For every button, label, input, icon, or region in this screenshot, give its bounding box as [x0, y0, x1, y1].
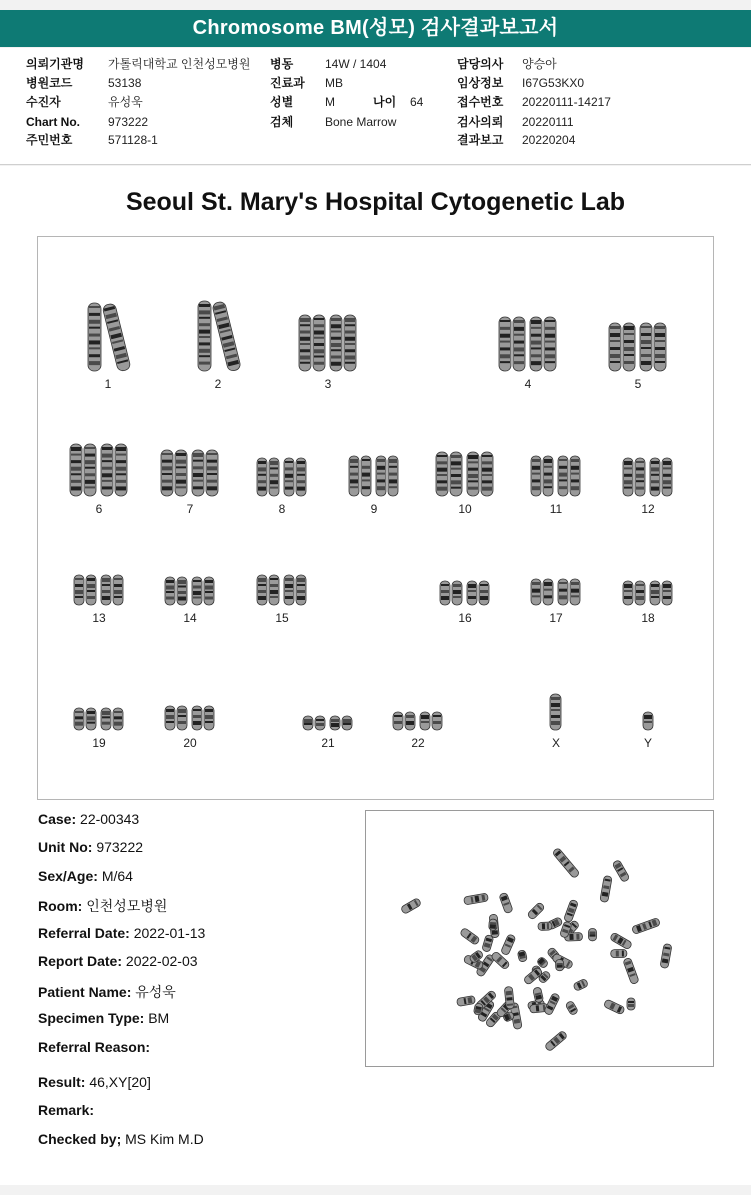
chromosome-pair-11	[526, 424, 586, 514]
chromosome-image	[252, 424, 312, 502]
chromosome-pair-22	[388, 658, 448, 748]
chromosome-pair-18	[618, 533, 678, 623]
chromosome-pair-19	[69, 658, 129, 748]
report-date-value: 2022-02-03	[125, 953, 198, 969]
remark-row	[38, 1102, 94, 1118]
chromosome-image	[78, 299, 138, 377]
dept-value: MB	[325, 76, 343, 90]
chromosome-image	[618, 658, 678, 736]
chromosome-image	[435, 424, 495, 502]
result-row	[38, 1074, 151, 1090]
chromosome-image	[618, 424, 678, 502]
sex-label: 성별	[270, 95, 294, 109]
patient-info-panel	[0, 48, 751, 165]
chromosome-pair-17	[526, 533, 586, 623]
referral-date-value: 2022-01-13	[133, 925, 206, 941]
chromosome-image	[388, 658, 448, 736]
chromosome-pair-15	[252, 533, 312, 623]
result-label: Result:	[38, 1074, 86, 1090]
chromosome-image	[526, 424, 586, 502]
chromosome-pair-5	[608, 299, 668, 389]
chromosome-label: 12	[641, 502, 655, 516]
specimen-value: Bone Marrow	[325, 115, 397, 129]
checked-label: Checked by;	[38, 1131, 122, 1147]
chromosome-pair-x	[526, 658, 586, 748]
chromosome-label: 3	[324, 377, 332, 391]
chromosome-image	[160, 533, 220, 611]
chromosome-label: 22	[411, 736, 425, 750]
referral-reason-row	[38, 1039, 150, 1055]
chromosome-pair-7	[160, 424, 220, 514]
referral-reason-label: Referral Reason:	[38, 1039, 151, 1055]
institution-value: 가톨릭대학교 인천성모병원	[108, 57, 251, 71]
referral-date-row	[38, 925, 205, 941]
chromosome-label: Y	[643, 736, 652, 750]
case-label: Case:	[38, 811, 77, 827]
doctor-label: 담당의사	[457, 57, 504, 71]
request-label: 검사의뢰	[457, 115, 504, 129]
chromosome-pair-21	[298, 658, 358, 748]
chromosome-image	[69, 533, 129, 611]
result-report-label: 결과보고	[457, 133, 504, 147]
chromosome-pair-4	[498, 299, 558, 389]
chromosome-label: 21	[321, 736, 335, 750]
room-label: Room:	[38, 898, 83, 914]
info-row	[0, 131, 751, 149]
chromosome-label: 4	[524, 377, 532, 391]
chromosome-label: 2	[214, 377, 222, 391]
clinical-label: 임상정보	[457, 76, 504, 90]
chromosome-image	[69, 424, 129, 502]
ward-value: 14W / 1404	[325, 57, 387, 71]
receipt-value: 20220111-14217	[522, 95, 611, 109]
age-label: 나이	[373, 95, 397, 109]
chromosome-image	[160, 658, 220, 736]
receipt-label: 접수번호	[457, 95, 504, 109]
request-value: 20220111	[522, 115, 574, 129]
chromosome-label: 20	[183, 736, 197, 750]
chromosome-image	[526, 533, 586, 611]
chromosome-label: 17	[549, 611, 563, 625]
checked-row	[38, 1131, 204, 1147]
chromosome-label: 9	[370, 502, 378, 516]
referral-date-label: Referral Date:	[38, 925, 130, 941]
chromosome-label: 14	[183, 611, 197, 625]
specimen-label: 검체	[270, 115, 294, 129]
result-value: 46,XY[20]	[89, 1074, 151, 1090]
metaphase-image	[365, 810, 714, 1067]
chromosome-pair-10	[435, 424, 495, 514]
room-value: 인천성모병원	[86, 898, 168, 914]
chromosome-label: 6	[95, 502, 103, 516]
room-row	[38, 896, 167, 916]
chromosome-image	[344, 424, 404, 502]
hospital-code-label: 병원코드	[26, 76, 73, 90]
chromosome-image	[188, 299, 248, 377]
result-report-value: 20220204	[522, 133, 576, 147]
clinical-value: I67G53KX0	[522, 76, 585, 90]
chromosome-pair-14	[160, 533, 220, 623]
report-title: Chromosome BM(성모) 검사결과보고서	[0, 10, 751, 47]
resident-label: 주민번호	[26, 133, 73, 147]
chromosome-pair-13	[69, 533, 129, 623]
chromosome-image	[69, 658, 129, 736]
resident-value: 571128-1	[108, 133, 158, 147]
chart-value: 973222	[108, 115, 149, 129]
chromosome-pair-8	[252, 424, 312, 514]
chromosome-image	[526, 658, 586, 736]
chromosome-label: 18	[641, 611, 655, 625]
age-value: 64	[410, 95, 424, 109]
unit-value: 973222	[96, 839, 144, 855]
unit-row	[38, 839, 143, 855]
patient-value: 유성욱	[108, 95, 143, 109]
hospital-code-value: 53138	[108, 76, 142, 90]
patient-name-label: Patient Name:	[38, 984, 132, 1000]
specimen-type-label: Specimen Type:	[38, 1010, 145, 1026]
ward-label: 병동	[270, 57, 294, 71]
info-row	[0, 113, 751, 131]
specimen-type-value: BM	[148, 1010, 170, 1026]
chromosome-pair-3	[298, 299, 358, 389]
chromosome-label: 19	[92, 736, 106, 750]
chromosome-pair-20	[160, 658, 220, 748]
doctor-value: 양승아	[522, 57, 557, 71]
chromosome-label: X	[551, 736, 560, 750]
chart-label: Chart No.	[26, 115, 80, 129]
info-row	[0, 93, 751, 111]
metaphase-spread	[366, 811, 713, 1066]
chromosome-pair-9	[344, 424, 404, 514]
chromosome-label: 5	[634, 377, 642, 391]
chromosome-pair-12	[618, 424, 678, 514]
chromosome-label: 7	[186, 502, 194, 516]
remark-label: Remark:	[38, 1102, 95, 1118]
chromosome-image	[298, 299, 358, 377]
chromosome-image	[298, 658, 358, 736]
info-row	[0, 55, 751, 73]
chromosome-label: 15	[275, 611, 289, 625]
chromosome-image	[435, 533, 495, 611]
chromosome-label: 13	[92, 611, 106, 625]
chromosome-pair-16	[435, 533, 495, 623]
chromosome-image	[608, 299, 668, 377]
sexage-row	[38, 868, 133, 884]
patient-label: 수진자	[26, 95, 61, 109]
case-value: 22-00343	[80, 811, 140, 827]
karyotype-report	[0, 166, 751, 1185]
karyogram	[37, 236, 714, 800]
report-date-row	[38, 953, 198, 969]
patient-name-row	[38, 982, 176, 1002]
info-row	[0, 74, 751, 92]
sex-value: M	[325, 95, 335, 109]
chromosome-pair-6	[69, 424, 129, 514]
chromosome-image	[160, 424, 220, 502]
chromosome-pair-y	[618, 658, 678, 748]
dept-label: 진료과	[270, 76, 305, 90]
chromosome-label: 11	[549, 502, 563, 516]
checked-value: MS Kim M.D	[125, 1131, 204, 1147]
patient-name-value: 유성욱	[135, 984, 176, 1000]
institution-label: 의뢰기관명	[26, 57, 84, 71]
report-date-label: Report Date:	[38, 953, 123, 969]
chromosome-image	[252, 533, 312, 611]
chromosome-label: 8	[278, 502, 286, 516]
sexage-value: M/64	[101, 868, 133, 884]
case-row	[38, 811, 139, 827]
chromosome-image	[618, 533, 678, 611]
sexage-label: Sex/Age:	[38, 868, 98, 884]
chromosome-pair-1	[78, 299, 138, 389]
chromosome-pair-2	[188, 299, 248, 389]
chromosome-label: 10	[458, 502, 472, 516]
chromosome-image	[498, 299, 558, 377]
lab-heading: Seoul St. Mary's Hospital Cytogenetic Lab	[125, 188, 626, 216]
unit-label: Unit No:	[38, 839, 93, 855]
specimen-type-row	[38, 1010, 169, 1026]
chromosome-label: 16	[458, 611, 472, 625]
chromosome-label: 1	[104, 377, 112, 391]
